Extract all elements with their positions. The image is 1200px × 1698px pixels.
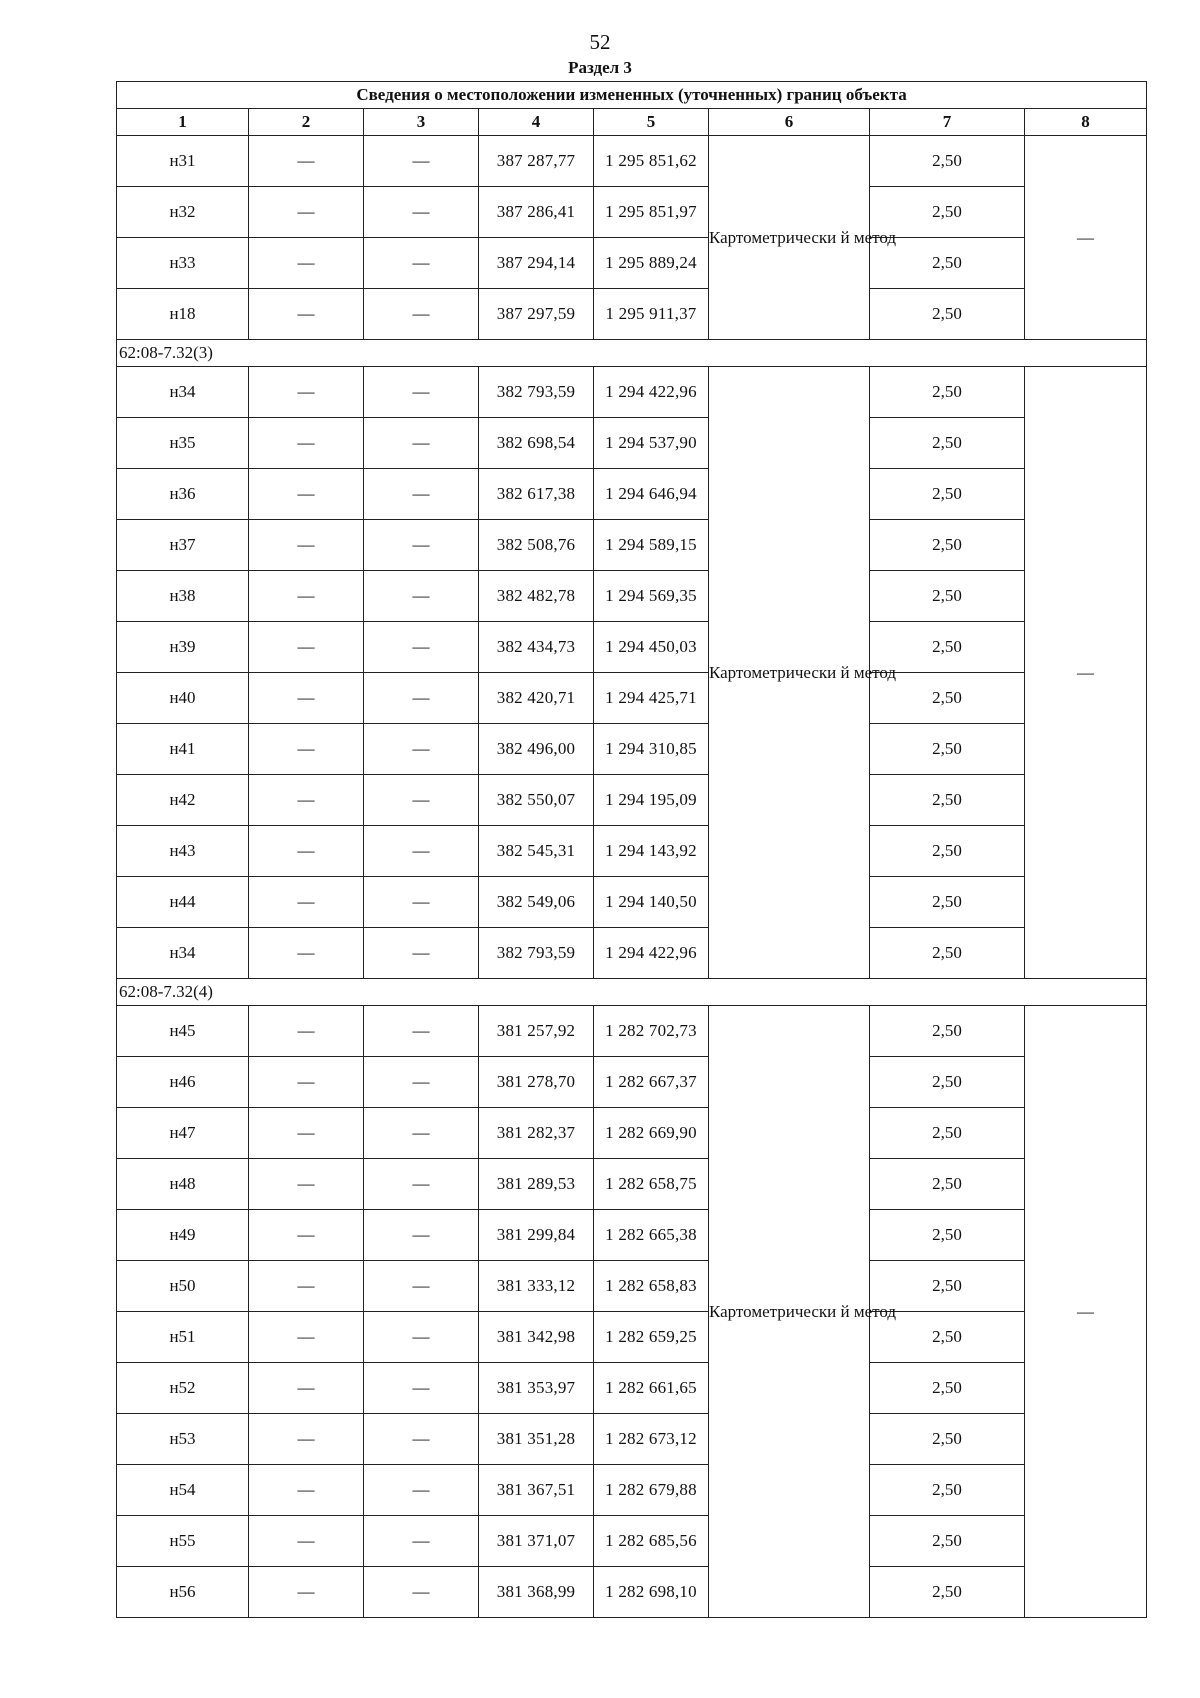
dash-cell: — [249, 1567, 364, 1618]
y-coordinate-cell: 1 282 702,73 [594, 1006, 709, 1057]
table-row [117, 1006, 1147, 1057]
boundary-coordinates-table [116, 81, 1147, 1618]
dash-cell: — [249, 826, 364, 877]
header-cell: 2 [249, 109, 364, 136]
table-body [117, 82, 1147, 1618]
x-coordinate-cell: 382 496,00 [479, 724, 594, 775]
x-coordinate-cell: 381 342,98 [479, 1312, 594, 1363]
dash-cell: — [249, 877, 364, 928]
x-coordinate-cell: 382 549,06 [479, 877, 594, 928]
accuracy-cell: 2,50 [870, 1363, 1025, 1414]
point-name-cell: н41 [117, 724, 249, 775]
x-coordinate-cell: 381 299,84 [479, 1210, 594, 1261]
dash-cell: — [364, 289, 479, 340]
accuracy-cell: 2,50 [870, 1006, 1025, 1057]
table-row [117, 1057, 1147, 1108]
y-coordinate-cell: 1 282 667,37 [594, 1057, 709, 1108]
point-name-cell: н56 [117, 1567, 249, 1618]
table-row [117, 187, 1147, 238]
dash-cell: — [364, 673, 479, 724]
y-coordinate-cell: 1 282 658,75 [594, 1159, 709, 1210]
point-name-cell: н40 [117, 673, 249, 724]
y-coordinate-cell: 1 294 537,90 [594, 418, 709, 469]
dash-cell: — [249, 289, 364, 340]
dash-cell: — [364, 1516, 479, 1567]
table-row [117, 238, 1147, 289]
table-row [117, 928, 1147, 979]
accuracy-cell: 2,50 [870, 1414, 1025, 1465]
x-coordinate-cell: 382 420,71 [479, 673, 594, 724]
dash-cell: — [364, 1363, 479, 1414]
column-8-cell: — [1025, 1006, 1147, 1618]
header-cell: 1 [117, 109, 249, 136]
accuracy-cell: 2,50 [870, 928, 1025, 979]
point-name-cell: н33 [117, 238, 249, 289]
table-row [117, 775, 1147, 826]
dash-cell: — [249, 673, 364, 724]
group-label: 62:08-7.32(3) [117, 340, 1147, 367]
accuracy-cell: 2,50 [870, 1159, 1025, 1210]
y-coordinate-cell: 1 294 422,96 [594, 367, 709, 418]
x-coordinate-cell: 387 294,14 [479, 238, 594, 289]
y-coordinate-cell: 1 294 140,50 [594, 877, 709, 928]
dash-cell: — [249, 136, 364, 187]
y-coordinate-cell: 1 282 665,38 [594, 1210, 709, 1261]
group-label: 62:08-7.32(4) [117, 979, 1147, 1006]
accuracy-cell: 2,50 [870, 418, 1025, 469]
x-coordinate-cell: 382 508,76 [479, 520, 594, 571]
table-row [117, 826, 1147, 877]
x-coordinate-cell: 381 282,37 [479, 1108, 594, 1159]
dash-cell: — [364, 187, 479, 238]
dash-cell: — [249, 1363, 364, 1414]
dash-cell: — [249, 238, 364, 289]
header-cell: 5 [594, 109, 709, 136]
dash-cell: — [249, 724, 364, 775]
x-coordinate-cell: 382 482,78 [479, 571, 594, 622]
x-coordinate-cell: 387 297,59 [479, 289, 594, 340]
accuracy-cell: 2,50 [870, 238, 1025, 289]
table-row [117, 1567, 1147, 1618]
dash-cell: — [249, 1312, 364, 1363]
point-name-cell: н35 [117, 418, 249, 469]
table-row [117, 418, 1147, 469]
x-coordinate-cell: 381 257,92 [479, 1006, 594, 1057]
point-name-cell: н52 [117, 1363, 249, 1414]
y-coordinate-cell: 1 295 851,62 [594, 136, 709, 187]
x-coordinate-cell: 382 550,07 [479, 775, 594, 826]
accuracy-cell: 2,50 [870, 571, 1025, 622]
dash-cell: — [364, 367, 479, 418]
dash-cell: — [249, 187, 364, 238]
header-cell: 3 [364, 109, 479, 136]
dash-cell: — [249, 928, 364, 979]
accuracy-cell: 2,50 [870, 187, 1025, 238]
dash-cell: — [249, 469, 364, 520]
dash-cell: — [249, 418, 364, 469]
point-name-cell: н42 [117, 775, 249, 826]
x-coordinate-cell: 387 287,77 [479, 136, 594, 187]
dash-cell: — [249, 1465, 364, 1516]
header-cell: 6 [709, 109, 870, 136]
table-row [117, 1312, 1147, 1363]
accuracy-cell: 2,50 [870, 1108, 1025, 1159]
dash-cell: — [364, 826, 479, 877]
table-row [117, 136, 1147, 187]
accuracy-cell: 2,50 [870, 622, 1025, 673]
point-name-cell: н39 [117, 622, 249, 673]
y-coordinate-cell: 1 294 450,03 [594, 622, 709, 673]
table-header-row [117, 109, 1147, 136]
y-coordinate-cell: 1 294 422,96 [594, 928, 709, 979]
point-name-cell: н55 [117, 1516, 249, 1567]
y-coordinate-cell: 1 295 911,37 [594, 289, 709, 340]
table-row [117, 1465, 1147, 1516]
accuracy-cell: 2,50 [870, 775, 1025, 826]
accuracy-cell: 2,50 [870, 520, 1025, 571]
dash-cell: — [364, 775, 479, 826]
dash-cell: — [364, 571, 479, 622]
dash-cell: — [249, 520, 364, 571]
y-coordinate-cell: 1 282 679,88 [594, 1465, 709, 1516]
x-coordinate-cell: 381 371,07 [479, 1516, 594, 1567]
accuracy-cell: 2,50 [870, 1312, 1025, 1363]
y-coordinate-cell: 1 295 851,97 [594, 187, 709, 238]
accuracy-cell: 2,50 [870, 1465, 1025, 1516]
y-coordinate-cell: 1 294 310,85 [594, 724, 709, 775]
dash-cell: — [364, 1261, 479, 1312]
y-coordinate-cell: 1 294 646,94 [594, 469, 709, 520]
dash-cell: — [364, 1465, 479, 1516]
y-coordinate-cell: 1 282 661,65 [594, 1363, 709, 1414]
dash-cell: — [364, 928, 479, 979]
x-coordinate-cell: 381 353,97 [479, 1363, 594, 1414]
accuracy-cell: 2,50 [870, 1261, 1025, 1312]
dash-cell: — [364, 1567, 479, 1618]
x-coordinate-cell: 381 367,51 [479, 1465, 594, 1516]
dash-cell: — [364, 724, 479, 775]
dash-cell: — [364, 136, 479, 187]
accuracy-cell: 2,50 [870, 367, 1025, 418]
method-cell: Картометрически й метод [709, 136, 870, 340]
method-cell: Картометрически й метод [709, 367, 870, 979]
column-8-cell: — [1025, 136, 1147, 340]
point-name-cell: н50 [117, 1261, 249, 1312]
accuracy-cell: 2,50 [870, 673, 1025, 724]
method-cell: Картометрически й метод [709, 1006, 870, 1618]
dash-cell: — [364, 1057, 479, 1108]
column-8-cell: — [1025, 367, 1147, 979]
point-name-cell: н51 [117, 1312, 249, 1363]
table-row [117, 1261, 1147, 1312]
accuracy-cell: 2,50 [870, 1210, 1025, 1261]
table-caption-row [117, 82, 1147, 109]
dash-cell: — [364, 1414, 479, 1465]
point-name-cell: н36 [117, 469, 249, 520]
point-name-cell: н38 [117, 571, 249, 622]
dash-cell: — [364, 1210, 479, 1261]
point-name-cell: н34 [117, 928, 249, 979]
x-coordinate-cell: 381 351,28 [479, 1414, 594, 1465]
point-name-cell: н48 [117, 1159, 249, 1210]
dash-cell: — [364, 238, 479, 289]
point-name-cell: н43 [117, 826, 249, 877]
table-row [117, 469, 1147, 520]
y-coordinate-cell: 1 282 659,25 [594, 1312, 709, 1363]
x-coordinate-cell: 382 698,54 [479, 418, 594, 469]
dash-cell: — [364, 622, 479, 673]
dash-cell: — [364, 1312, 479, 1363]
x-coordinate-cell: 381 368,99 [479, 1567, 594, 1618]
accuracy-cell: 2,50 [870, 1567, 1025, 1618]
group-label-row [117, 340, 1147, 367]
point-name-cell: н47 [117, 1108, 249, 1159]
dash-cell: — [364, 418, 479, 469]
y-coordinate-cell: 1 294 425,71 [594, 673, 709, 724]
accuracy-cell: 2,50 [870, 724, 1025, 775]
table-row [117, 571, 1147, 622]
point-name-cell: н34 [117, 367, 249, 418]
x-coordinate-cell: 382 793,59 [479, 367, 594, 418]
accuracy-cell: 2,50 [870, 826, 1025, 877]
accuracy-cell: 2,50 [870, 877, 1025, 928]
x-coordinate-cell: 381 278,70 [479, 1057, 594, 1108]
dash-cell: — [364, 1159, 479, 1210]
dash-cell: — [249, 622, 364, 673]
page-number: 52 [589, 30, 611, 54]
dash-cell: — [249, 1159, 364, 1210]
section-title: Раздел 3 [568, 58, 632, 77]
table-row [117, 1414, 1147, 1465]
point-name-cell: н46 [117, 1057, 249, 1108]
point-name-cell: н32 [117, 187, 249, 238]
point-name-cell: н31 [117, 136, 249, 187]
y-coordinate-cell: 1 282 673,12 [594, 1414, 709, 1465]
table-row [117, 1516, 1147, 1567]
dash-cell: — [364, 1006, 479, 1057]
dash-cell: — [364, 469, 479, 520]
header-cell: 7 [870, 109, 1025, 136]
table-caption: Сведения о местоположении измененных (уточненных) границ объекта [117, 82, 1147, 109]
dash-cell: — [249, 1006, 364, 1057]
dash-cell: — [249, 1414, 364, 1465]
table-row [117, 622, 1147, 673]
header-cell: 8 [1025, 109, 1147, 136]
dash-cell: — [249, 1057, 364, 1108]
y-coordinate-cell: 1 294 589,15 [594, 520, 709, 571]
point-name-cell: н37 [117, 520, 249, 571]
dash-cell: — [364, 1108, 479, 1159]
y-coordinate-cell: 1 282 698,10 [594, 1567, 709, 1618]
dash-cell: — [249, 367, 364, 418]
dash-cell: — [249, 775, 364, 826]
accuracy-cell: 2,50 [870, 1516, 1025, 1567]
point-name-cell: н45 [117, 1006, 249, 1057]
y-coordinate-cell: 1 294 569,35 [594, 571, 709, 622]
dash-cell: — [364, 877, 479, 928]
table-row [117, 724, 1147, 775]
y-coordinate-cell: 1 282 658,83 [594, 1261, 709, 1312]
point-name-cell: н54 [117, 1465, 249, 1516]
x-coordinate-cell: 387 286,41 [479, 187, 594, 238]
dash-cell: — [249, 1261, 364, 1312]
table-row [117, 289, 1147, 340]
point-name-cell: н49 [117, 1210, 249, 1261]
dash-cell: — [249, 571, 364, 622]
x-coordinate-cell: 381 333,12 [479, 1261, 594, 1312]
dash-cell: — [249, 1210, 364, 1261]
x-coordinate-cell: 381 289,53 [479, 1159, 594, 1210]
accuracy-cell: 2,50 [870, 469, 1025, 520]
point-name-cell: н18 [117, 289, 249, 340]
header-cell: 4 [479, 109, 594, 136]
dash-cell: — [249, 1108, 364, 1159]
x-coordinate-cell: 382 617,38 [479, 469, 594, 520]
table-row [117, 1159, 1147, 1210]
y-coordinate-cell: 1 282 685,56 [594, 1516, 709, 1567]
table-row [117, 1108, 1147, 1159]
x-coordinate-cell: 382 545,31 [479, 826, 594, 877]
y-coordinate-cell: 1 282 669,90 [594, 1108, 709, 1159]
y-coordinate-cell: 1 295 889,24 [594, 238, 709, 289]
table-row [117, 520, 1147, 571]
accuracy-cell: 2,50 [870, 136, 1025, 187]
table-row [117, 673, 1147, 724]
dash-cell: — [249, 1516, 364, 1567]
dash-cell: — [364, 520, 479, 571]
accuracy-cell: 2,50 [870, 1057, 1025, 1108]
x-coordinate-cell: 382 434,73 [479, 622, 594, 673]
y-coordinate-cell: 1 294 143,92 [594, 826, 709, 877]
table-row [117, 1363, 1147, 1414]
table-row [117, 367, 1147, 418]
accuracy-cell: 2,50 [870, 289, 1025, 340]
x-coordinate-cell: 382 793,59 [479, 928, 594, 979]
table-row [117, 1210, 1147, 1261]
group-label-row [117, 979, 1147, 1006]
table-row [117, 877, 1147, 928]
point-name-cell: н53 [117, 1414, 249, 1465]
point-name-cell: н44 [117, 877, 249, 928]
y-coordinate-cell: 1 294 195,09 [594, 775, 709, 826]
